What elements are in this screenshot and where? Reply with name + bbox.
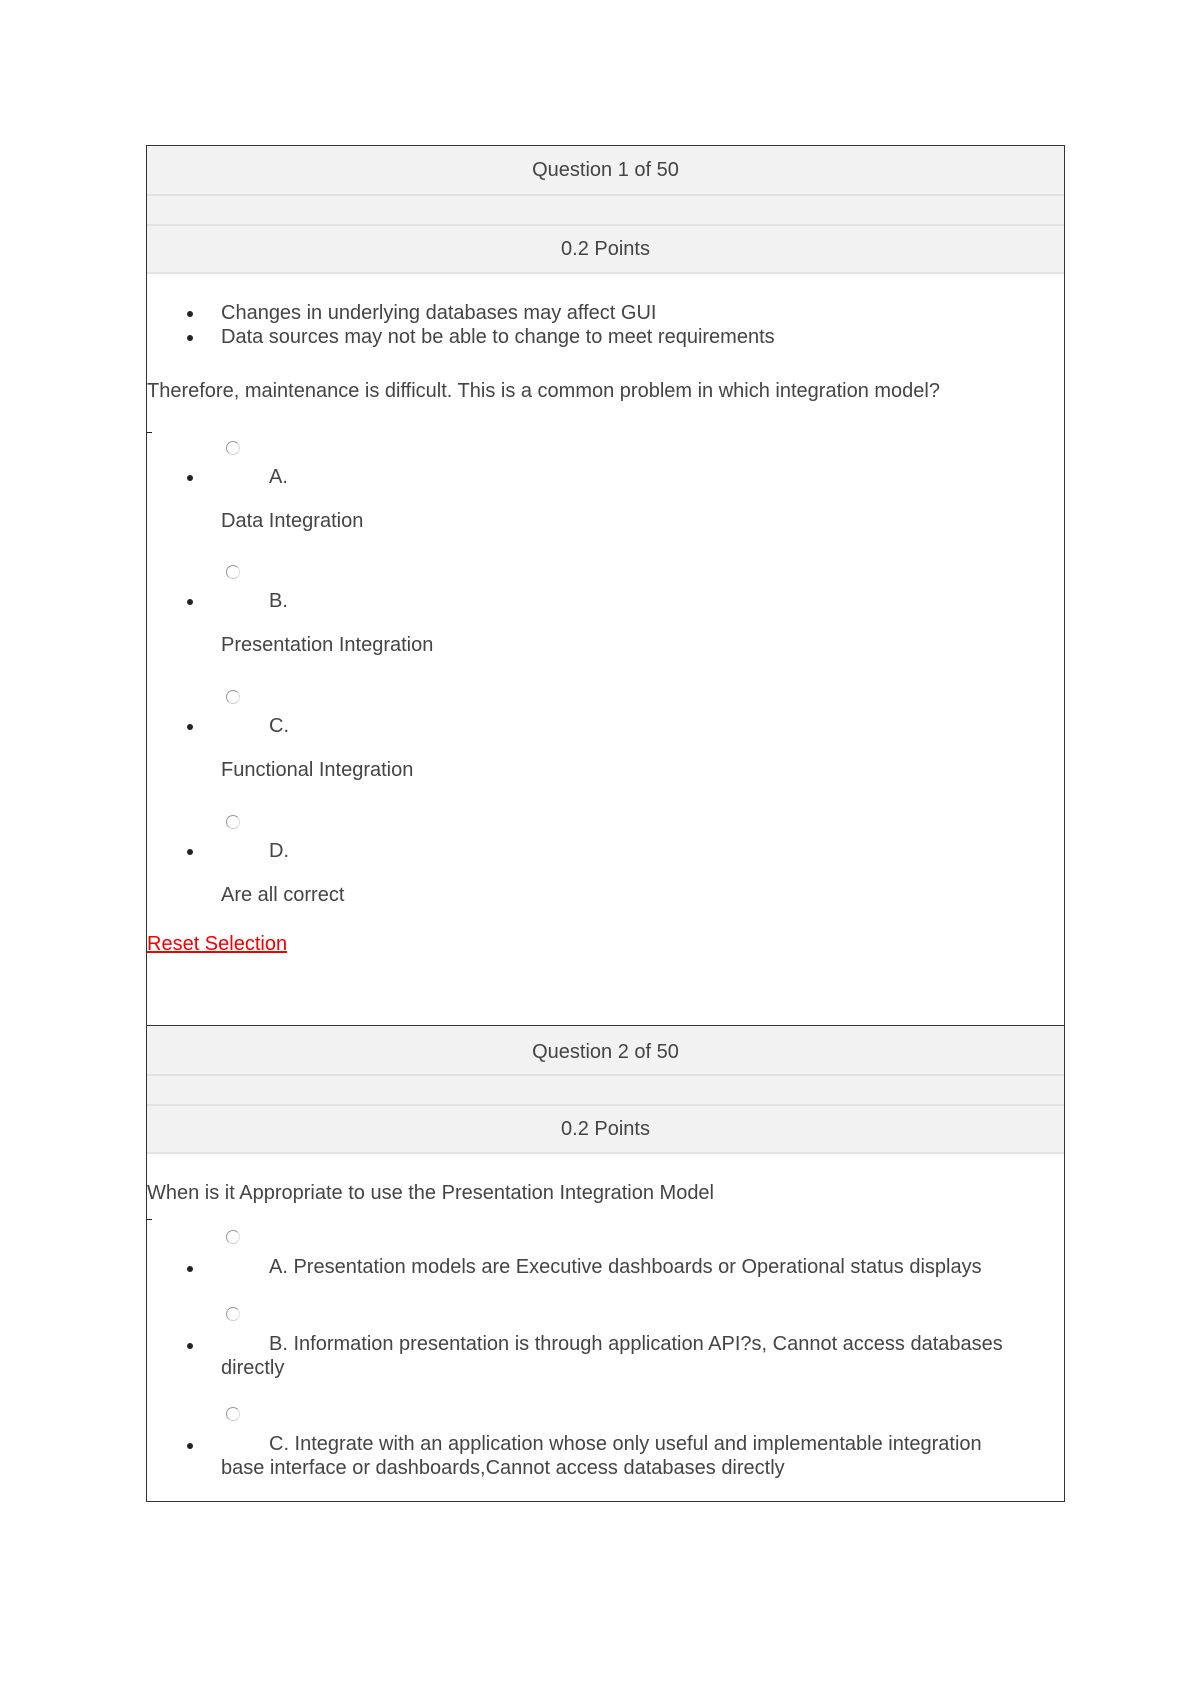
list-marker — [147, 1219, 152, 1220]
bullet-icon — [187, 335, 193, 341]
option-text-continued: directly — [221, 1357, 285, 1379]
option-text: A. Presentation models are Executive dashboards or Operational status displays — [269, 1256, 982, 1278]
reset-selection-link[interactable]: Reset Selection — [147, 933, 288, 955]
option-letter: D. — [269, 840, 289, 862]
question-prompt: Therefore, maintenance is difficult. This is a common problem in which integration model? — [147, 380, 940, 402]
option-letter: C. — [269, 715, 289, 737]
radio-button[interactable] — [226, 815, 240, 829]
bullet-icon — [187, 1266, 193, 1272]
question-1-card — [146, 145, 1065, 1027]
bullet-icon — [187, 475, 193, 481]
context-bullet: Changes in underlying databases may affect GUI — [221, 302, 657, 324]
context-bullet: Data sources may not be able to change to meet requirements — [221, 326, 775, 348]
option-letter: B. — [269, 590, 288, 612]
question-number: Question 2 of 50 — [532, 1041, 679, 1063]
radio-button[interactable] — [226, 441, 240, 455]
option-text-continued: base interface or dashboards,Cannot access databases directly — [221, 1457, 785, 1479]
option-text: C. Integrate with an application whose only useful and implementable integration — [269, 1433, 982, 1455]
list-marker — [147, 432, 152, 433]
option-text: B. Information presentation is through application API?s, Cannot access databases — [269, 1333, 1003, 1355]
question-header — [147, 146, 1064, 196]
bullet-icon — [187, 1443, 193, 1449]
bullet-icon — [187, 849, 193, 855]
points-header — [147, 226, 1064, 274]
option-text: Functional Integration — [221, 759, 414, 781]
bullet-icon — [187, 724, 193, 730]
radio-button[interactable] — [226, 690, 240, 704]
radio-button[interactable] — [226, 565, 240, 579]
option-letter: A. — [269, 466, 288, 488]
points-label: 0.2 Points — [561, 1118, 650, 1140]
radio-button[interactable] — [226, 1407, 240, 1421]
bullet-icon — [187, 311, 193, 317]
question-prompt: When is it Appropriate to use the Presentation Integration Model — [147, 1182, 715, 1204]
points-label: 0.2 Points — [561, 238, 650, 260]
header-spacer — [147, 1076, 1064, 1106]
bullet-icon — [187, 599, 193, 605]
option-text: Are all correct — [221, 884, 345, 906]
points-header — [147, 1106, 1064, 1154]
option-text: Presentation Integration — [221, 634, 434, 656]
question-header — [147, 1026, 1064, 1076]
bullet-icon — [187, 1343, 193, 1349]
radio-button[interactable] — [226, 1230, 240, 1244]
radio-button[interactable] — [226, 1307, 240, 1321]
question-number: Question 1 of 50 — [532, 159, 679, 181]
header-spacer — [147, 196, 1064, 226]
question-2-card — [146, 1025, 1065, 1502]
option-text: Data Integration — [221, 510, 364, 532]
